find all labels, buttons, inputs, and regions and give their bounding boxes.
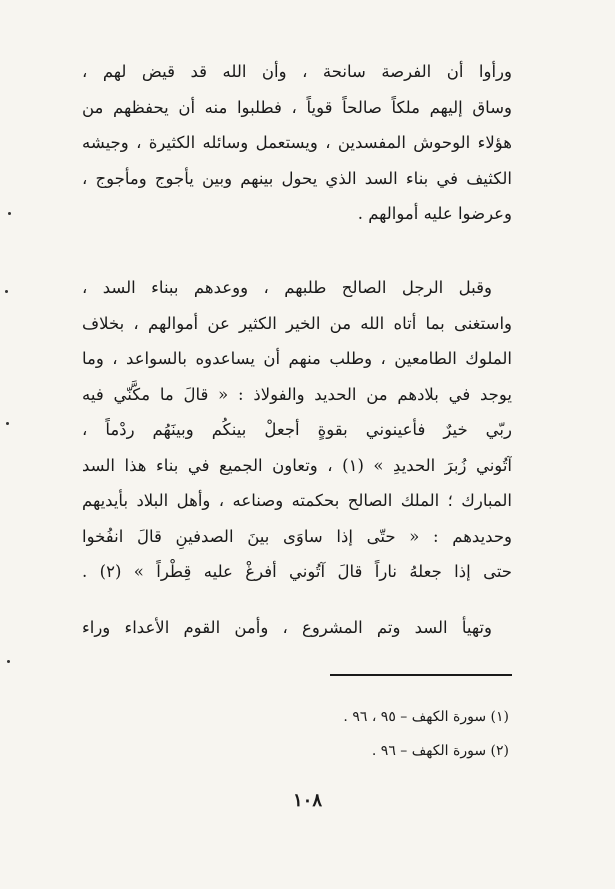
text-line: آتُوني زُبرَ الحديدِ » (١) ، وتعاون الجميع في بناء هذا السد bbox=[82, 455, 512, 475]
paragraph-2 bbox=[82, 270, 512, 590]
text-line: وتهيأ السد وتم المشروع ، وأمن القوم الأعداء وراء bbox=[82, 618, 492, 637]
text-line: وقبل الرجل الصالح طلبهم ، ووعدهم ببناء السد ، bbox=[82, 278, 492, 297]
footnote-separator bbox=[330, 674, 512, 676]
scan-speck bbox=[6, 422, 9, 425]
paragraph-3 bbox=[82, 610, 512, 646]
footnote-1: (١) سورة الكهف – ٩٥ ، ٩٦ . bbox=[343, 709, 509, 725]
footnote-2: (٢) سورة الكهف – ٩٦ . bbox=[371, 743, 509, 759]
text-line: وساق إليهم ملكاً صالحاً قوياً ، فطلبوا منه أن يحفظهم من bbox=[82, 97, 512, 117]
text-line: ورأوا أن الفرصة سانحة ، وأن الله قد قيض لهم ، bbox=[82, 62, 512, 81]
text-line: واستغنى بما أتاه الله من الخير الكثير عن أموالهم ، بخلاف bbox=[82, 313, 512, 333]
text-line: حتى إذا جعلهُ ناراً قالَ آتُوني أفرغْ عليه قِطْراً » (٢) . bbox=[82, 562, 512, 581]
text-line: وحديدهم : « حتّى إذا ساوَى بينَ الصدفينِ قالَ انفُخوا bbox=[82, 526, 512, 546]
text-line: يوجد في بلادهم من الحديد والفولاذ : « قالَ ما مكَّنّي فيه bbox=[82, 384, 512, 404]
paragraph-1 bbox=[82, 54, 512, 232]
text-line: الملوك الطامعين ، وطلب منهم أن يساعدوه بالسواعد ، وما bbox=[82, 349, 512, 368]
text-line: ربّي خيرٌ فأعينوني بقوةٍ أجعلْ بينكُم وبينَهُم ردْماً ، bbox=[82, 420, 512, 439]
text-line: وعرضوا عليه أموالهم . bbox=[357, 204, 512, 223]
text-line: هؤلاء الوحوش المفسدين ، ويستعمل وسائله الكثيرة ، وجيشه bbox=[82, 133, 512, 152]
scan-speck bbox=[8, 212, 11, 215]
scan-speck bbox=[5, 290, 8, 293]
scan-speck bbox=[7, 660, 10, 663]
footnotes bbox=[343, 700, 509, 768]
text-line: الكثيف في بناء السد الذي يحول بينهم وبين يأجوج ومأجوج ، bbox=[82, 168, 512, 188]
text-line: المبارك ؛ الملك الصالح بحكمته وصناعه ، وأهل البلاد بأيديهم bbox=[82, 491, 512, 510]
page-number: ١٠٨ bbox=[292, 790, 322, 811]
